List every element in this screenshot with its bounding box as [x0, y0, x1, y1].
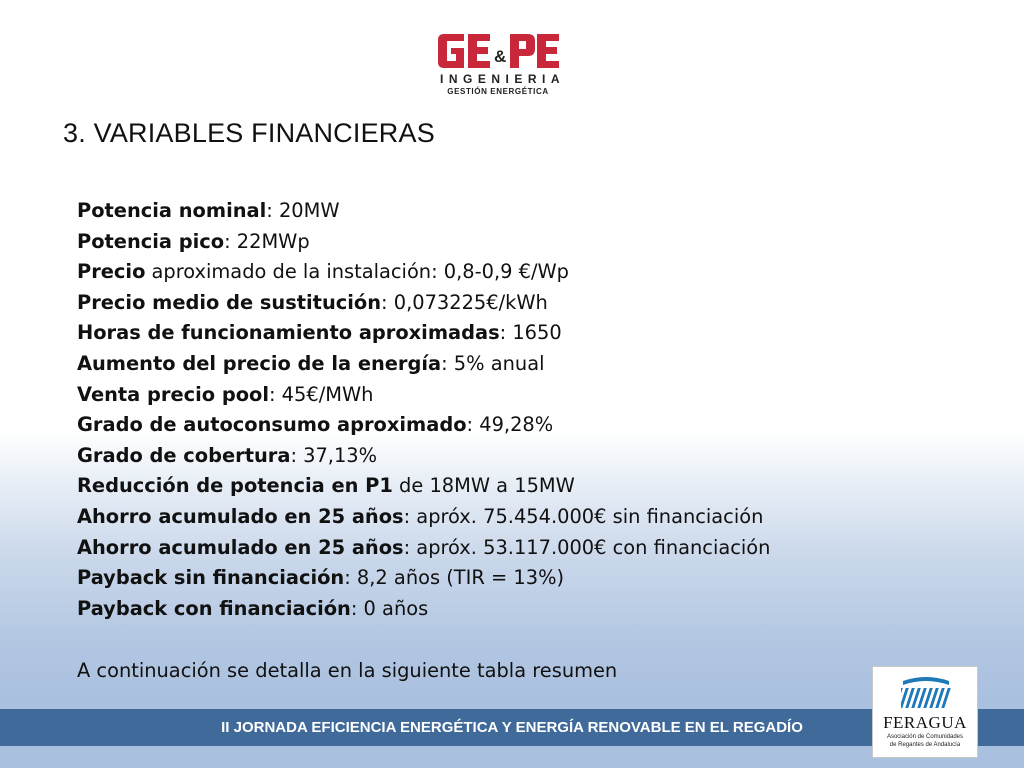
item-label: Venta precio pool	[77, 382, 269, 406]
item-value: : 37,13%	[290, 443, 378, 467]
feragua-name: FERAGUA	[883, 713, 967, 732]
footer-title	[0, 709, 1024, 746]
feragua-subtitle-line2: de Regantes de Andalucía	[889, 742, 961, 748]
item-label: Payback con financiación	[77, 596, 351, 620]
closing-text: A continuación se detalla en la siguiente tabla resumen	[77, 659, 618, 682]
list-item	[77, 471, 857, 502]
item-value: : 20MW	[266, 199, 340, 222]
logo-ingenieria-text: INGENIERIA	[440, 72, 566, 86]
item-label: Ahorro acumulado en 25 años	[77, 504, 404, 528]
item-value: : 0,073225€/kWh	[381, 290, 548, 314]
item-label: Ahorro acumulado en 25 años	[77, 535, 404, 559]
item-label: Payback sin financiación	[77, 566, 345, 590]
list-item	[77, 257, 857, 288]
item-label: Aumento del precio de la energía	[77, 351, 442, 375]
item-value: : apróx. 75.454.000€ sin financiación	[403, 504, 764, 528]
item-value: : 22MWp	[224, 229, 310, 253]
item-value: : 45€/MWh	[268, 382, 374, 406]
item-value: : 8,2 años (TIR = 13%)	[344, 566, 565, 590]
gepe-logo	[436, 32, 566, 98]
footer-title-text: II JORNADA EFICIENCIA ENERGÉTICA Y ENERGÍA RENOVABLE EN EL REGADÍO	[221, 719, 803, 736]
list-item	[77, 288, 857, 319]
item-value: : 5% anual	[441, 351, 545, 375]
list-item	[77, 196, 857, 227]
list-item	[77, 349, 857, 380]
item-label: Potencia pico	[77, 229, 225, 253]
list-item	[77, 410, 857, 441]
item-label: Reducción de potencia en P1	[77, 474, 393, 498]
item-label: Grado de autoconsumo aproximado	[77, 413, 467, 437]
item-label: Precio medio de sustitución	[77, 290, 382, 314]
gepe-logo-mark	[436, 32, 560, 70]
list-item	[77, 594, 857, 625]
item-value: de 18MW a 15MW	[392, 474, 575, 498]
feragua-subtitle	[873, 733, 977, 749]
list-item	[77, 380, 857, 411]
item-label: Potencia nominal	[77, 199, 267, 222]
list-item	[77, 533, 857, 564]
logo-gestion-text: GESTIÓN ENERGÉTICA	[447, 87, 549, 96]
list-item	[77, 318, 857, 349]
item-label: Grado de cobertura	[77, 443, 291, 467]
list-item	[77, 441, 857, 472]
item-value: : 49,28%	[466, 413, 554, 437]
item-label: Horas de funcionamiento aproximadas	[77, 321, 500, 345]
svg-text:&: &	[494, 47, 507, 66]
item-value: : 1650	[499, 321, 562, 345]
feragua-mark-icon	[901, 675, 951, 711]
item-value: : apróx. 53.117.000€ con financiación	[403, 535, 771, 559]
item-value: : 0 años	[350, 596, 429, 620]
list-item	[77, 563, 857, 594]
item-value: aproximado de la instalación: 0,8-0,9 €/Wp	[145, 260, 569, 284]
list-item	[77, 502, 857, 533]
feragua-subtitle-line1: Asociación de Comunidades	[886, 734, 964, 740]
feragua-logo	[872, 666, 978, 758]
variables-list	[77, 196, 857, 624]
item-label: Precio	[77, 260, 146, 284]
page-title: 3. VARIABLES FINANCIERAS	[63, 118, 435, 148]
list-item	[77, 227, 857, 258]
